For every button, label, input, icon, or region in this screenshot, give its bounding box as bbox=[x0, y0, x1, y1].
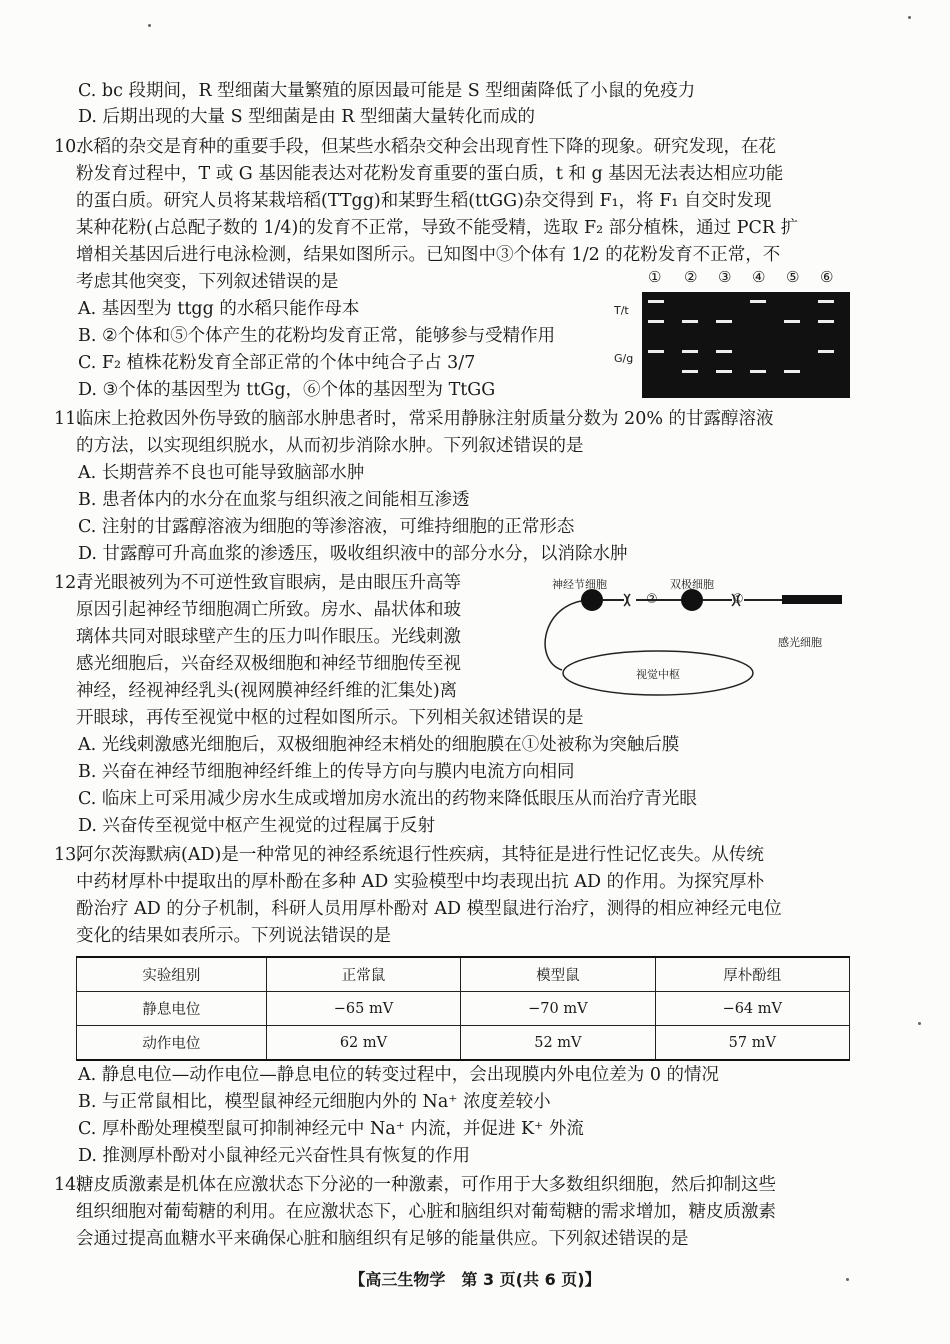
question-text-line bbox=[76, 653, 461, 675]
line-text: D. ③个体的基因型为 ttGg，⑥个体的基因型为 TtGG bbox=[78, 380, 496, 400]
question-text-line bbox=[78, 462, 364, 484]
gel-row-label-g: G/g bbox=[614, 352, 634, 365]
line-text: C. bc 段期间，R 型细菌大量繁殖的原因最可能是 S 型细菌降低了小鼠的免疫力 bbox=[78, 81, 696, 101]
line-text: 水稻的杂交是育种的重要手段，但某些水稻杂交种会出现育性下降的现象。研究发现，在花 bbox=[76, 137, 776, 157]
gel-band bbox=[682, 320, 698, 323]
gel-band bbox=[716, 350, 732, 353]
gel-lane-label: ⑥ bbox=[820, 268, 834, 286]
gel-band bbox=[682, 350, 698, 353]
gel-lane-label: ① bbox=[648, 268, 662, 286]
gel-band bbox=[716, 370, 732, 373]
line-text: 的方法，以实现组织脱水，从而初步消除水肿。下列叙述错误的是 bbox=[76, 436, 584, 456]
scan-speck bbox=[918, 1022, 921, 1025]
potential-table bbox=[76, 956, 850, 1061]
gel-lane-label: ③ bbox=[718, 268, 732, 286]
line-text: A. 基因型为 ttgg 的水稻只能作母本 bbox=[78, 299, 360, 319]
question-text-line bbox=[76, 244, 780, 266]
table-cell: −70 mV bbox=[461, 992, 655, 1026]
question-number: 12. bbox=[54, 573, 82, 593]
question-text-line bbox=[76, 1201, 776, 1223]
gel-box bbox=[642, 292, 850, 398]
table-cell: 52 mV bbox=[461, 1026, 655, 1061]
line-text: 某种花粉(占总配子数的 1/4)的发育不正常，导致不能受精，选取 F₂ 部分植株，通过 PCR 扩 bbox=[76, 218, 799, 238]
line-text: 酚治疗 AD 的分子机制，科研人员用厚朴酚对 AD 模型鼠进行治疗，测得的相应神经元电位 bbox=[76, 899, 782, 919]
gel-lane-label: ④ bbox=[752, 268, 766, 286]
question-text-line bbox=[76, 217, 798, 239]
question-text-line bbox=[78, 1091, 551, 1113]
table-row bbox=[77, 992, 850, 1026]
gel-band bbox=[818, 350, 834, 353]
question-number: 14. bbox=[54, 1175, 82, 1195]
question-text-line bbox=[76, 898, 782, 920]
question-text-line bbox=[78, 516, 574, 538]
table-cell: −64 mV bbox=[655, 992, 849, 1026]
line-text: B. 兴奋在神经节细胞神经纤维上的传导方向与膜内电流方向相同 bbox=[78, 762, 575, 782]
question-stem-line bbox=[54, 1174, 776, 1196]
scan-speck bbox=[148, 24, 151, 27]
table-row bbox=[77, 1026, 850, 1061]
ganglion-cell-label: 神经节细胞 bbox=[552, 578, 607, 591]
question-stem-line bbox=[54, 572, 461, 594]
question-stem-line bbox=[54, 408, 774, 430]
line-text: D. 推测厚朴酚对小鼠神经元兴奋性具有恢复的作用 bbox=[78, 1146, 471, 1166]
line-text: 糖皮质激素是机体在应激状态下分泌的一种激素，可作用于大多数组织细胞，然后抑制这些 bbox=[76, 1175, 776, 1195]
question-text-line bbox=[76, 435, 584, 457]
line-text: 的蛋白质。研究人员将某栽培稻(TTgg)和某野生稻(ttGG)杂交得到 F₁，将 F₁ 自交时发现 bbox=[76, 191, 772, 211]
line-text: D. 甘露醇可升高血浆的渗透压，吸收组织液中的部分水分，以消除水肿 bbox=[78, 544, 628, 564]
question-text-line bbox=[78, 80, 695, 102]
question-text-line bbox=[78, 543, 628, 565]
gel-lane-label: ② bbox=[684, 268, 698, 286]
question-text-line bbox=[78, 352, 475, 374]
table-header: 厚朴酚组 bbox=[655, 957, 849, 992]
gel-band bbox=[716, 320, 732, 323]
line-text: 开眼球，再传至视觉中枢的过程如图所示。下列相关叙述错误的是 bbox=[76, 708, 584, 728]
question-number: 13. bbox=[54, 845, 82, 865]
question-text-line bbox=[78, 734, 679, 756]
line-text: C. 厚朴酚处理模型鼠可抑制神经元中 Na⁺ 内流，并促进 K⁺ 外流 bbox=[78, 1119, 584, 1139]
gel-band bbox=[648, 300, 664, 303]
synapse-mark-1: ① bbox=[732, 592, 744, 607]
gel-band bbox=[648, 320, 664, 323]
line-text: B. 与正常鼠相比，模型鼠神经元细胞内外的 Na⁺ 浓度差较小 bbox=[78, 1092, 551, 1112]
line-text: 原因引起神经节细胞凋亡所致。房水、晶状体和玻 bbox=[76, 600, 461, 620]
question-text-line bbox=[76, 626, 461, 648]
line-text: B. ②个体和⑤个体产生的花粉均发育正常，能够参与受精作用 bbox=[78, 326, 556, 346]
question-text-line bbox=[78, 489, 469, 511]
gel-band bbox=[784, 370, 800, 373]
line-text: D. 兴奋传至视觉中枢产生视觉的过程属于反射 bbox=[78, 816, 436, 836]
line-text: 组织细胞对葡萄糖的利用。在应激状态下，心脏和脑组织对葡萄糖的需求增加，糖皮质激素 bbox=[76, 1202, 776, 1222]
question-text-line bbox=[78, 1064, 719, 1086]
gel-band bbox=[648, 350, 664, 353]
gel-band bbox=[784, 320, 800, 323]
visual-center-label: 视觉中枢 bbox=[636, 668, 680, 681]
question-number: 10. bbox=[54, 137, 82, 157]
gel-band bbox=[750, 300, 766, 303]
question-text-line bbox=[78, 379, 495, 401]
question-text-line bbox=[78, 106, 535, 128]
table-cell: 静息电位 bbox=[77, 992, 267, 1026]
scan-speck bbox=[846, 1278, 849, 1281]
question-text-line bbox=[78, 788, 697, 810]
question-text-line bbox=[76, 163, 783, 185]
question-text-line bbox=[78, 761, 574, 783]
gel-band bbox=[818, 320, 834, 323]
question-stem-line bbox=[54, 844, 764, 866]
line-text: A. 静息电位—动作电位—静息电位的转变过程中，会出现膜内外电位差为 0 的情况 bbox=[78, 1065, 720, 1085]
question-number: 11. bbox=[54, 409, 82, 429]
question-text-line bbox=[76, 707, 584, 729]
question-text-line bbox=[76, 680, 457, 702]
table-cell: −65 mV bbox=[266, 992, 460, 1026]
question-text-line bbox=[76, 599, 461, 621]
line-text: 粉发育过程中，T 或 G 基因能表达对花粉发育重要的蛋白质，t 和 g 基因无法表达相应功能 bbox=[76, 164, 784, 184]
line-text: 阿尔茨海默病(AD)是一种常见的神经系统退行性疾病，其特征是进行性记忆丧失。从传统 bbox=[76, 845, 764, 865]
photoreceptor-label: 感光细胞 bbox=[778, 636, 822, 649]
line-text: 会通过提高血糖水平来确保心脏和脑组织有足够的能量供应。下列叙述错误的是 bbox=[76, 1229, 689, 1249]
gel-band bbox=[682, 370, 698, 373]
line-text: C. 临床上可采用减少房水生成或增加房水流出的药物来降低眼压从而治疗青光眼 bbox=[78, 789, 697, 809]
question-text-line bbox=[78, 815, 435, 837]
line-text: 感光细胞后，兴奋经双极细胞和神经节细胞传至视 bbox=[76, 654, 461, 674]
line-text: C. F₂ 植株花粉发育全部正常的个体中纯合子占 3/7 bbox=[78, 353, 476, 373]
question-stem-line bbox=[54, 136, 776, 158]
question-text-line bbox=[76, 871, 764, 893]
table-header-row bbox=[77, 957, 850, 992]
gel-lane-label: ⑤ bbox=[786, 268, 800, 286]
question-text-line bbox=[76, 1228, 689, 1250]
line-text: 变化的结果如表所示。下列说法错误的是 bbox=[76, 926, 391, 946]
table-header: 正常鼠 bbox=[266, 957, 460, 992]
question-text-line bbox=[76, 271, 339, 293]
line-text: D. 后期出现的大量 S 型细菌是由 R 型细菌大量转化而成的 bbox=[78, 107, 535, 127]
page-footer: 【高三生物学 第 3 页(共 6 页)】 bbox=[349, 1270, 601, 1289]
table-header: 实验组别 bbox=[77, 957, 267, 992]
synapse-mark-2: ② bbox=[646, 592, 658, 607]
visual-pathway-figure bbox=[532, 570, 850, 702]
question-text-line bbox=[78, 325, 555, 347]
line-text: 神经，经视神经乳头(视网膜神经纤维的汇集处)离 bbox=[76, 681, 458, 701]
table-cell: 动作电位 bbox=[77, 1026, 267, 1061]
question-text-line bbox=[76, 190, 771, 212]
line-text: A. 光线刺激感光细胞后，双极细胞神经末梢处的细胞膜在①处被称为突触后膜 bbox=[78, 735, 680, 755]
table-header: 模型鼠 bbox=[461, 957, 655, 992]
line-text: A. 长期营养不良也可能导致脑部水肿 bbox=[78, 463, 365, 483]
gel-row-label-t: T/t bbox=[614, 304, 629, 317]
line-text: 青光眼被列为不可逆性致盲眼病，是由眼压升高等 bbox=[76, 573, 461, 593]
question-text-line bbox=[76, 925, 391, 947]
bipolar-cell-label: 双极细胞 bbox=[670, 578, 714, 591]
scan-speck bbox=[908, 16, 911, 19]
question-text-line bbox=[78, 1118, 584, 1140]
line-text: C. 注射的甘露醇溶液为细胞的等渗溶液，可维持细胞的正常形态 bbox=[78, 517, 575, 537]
line-text: 璃体共同对眼球壁产生的压力叫作眼压。光线刺激 bbox=[76, 627, 461, 647]
gel-band bbox=[818, 300, 834, 303]
table-cell: 57 mV bbox=[655, 1026, 849, 1061]
line-text: B. 患者体内的水分在血浆与组织液之间能相互渗透 bbox=[78, 490, 470, 510]
table-cell: 62 mV bbox=[266, 1026, 460, 1061]
gel-electrophoresis-figure bbox=[604, 268, 854, 398]
question-text-line bbox=[78, 1145, 470, 1167]
line-text: 考虑其他突变，下列叙述错误的是 bbox=[76, 272, 339, 292]
question-text-line bbox=[78, 298, 359, 320]
line-text: 中药材厚朴中提取出的厚朴酚在多种 AD 实验模型中均表现出抗 AD 的作用。为探究厚朴 bbox=[76, 872, 765, 892]
line-text: 增相关基因后进行电泳检测，结果如图所示。已知图中③个体有 1/2 的花粉发育不正常，不 bbox=[76, 245, 781, 265]
gel-band bbox=[750, 370, 766, 373]
line-text: 临床上抢救因外伤导致的脑部水肿患者时，常采用静脉注射质量分数为 20% 的甘露醇溶液 bbox=[76, 409, 774, 429]
